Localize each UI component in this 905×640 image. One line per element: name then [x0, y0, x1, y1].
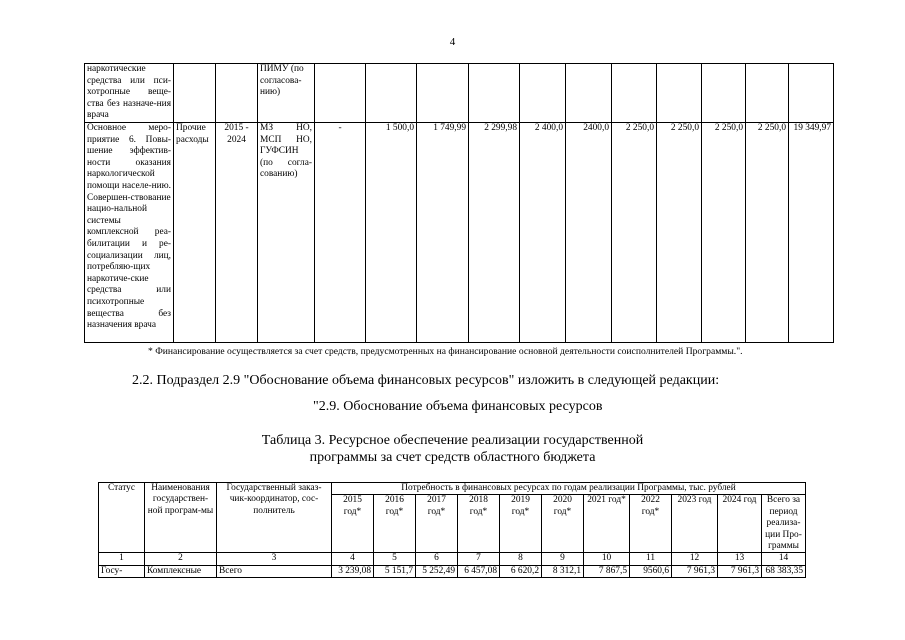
value-cell: 5 151,7 — [374, 565, 416, 577]
value-cell: 2400,0 — [566, 123, 612, 343]
value-cell: 8 312,1 — [542, 565, 584, 577]
year-header: 2018 год* — [458, 495, 500, 553]
column-number: 13 — [718, 553, 762, 565]
column-number: 5 — [374, 553, 416, 565]
column-number: 11 — [630, 553, 672, 565]
period-cell: 2015 - 2024 — [216, 123, 258, 343]
value-cell: 7 961,3 — [718, 565, 762, 577]
total-cell: 19 349,97 — [789, 123, 834, 343]
customer-header: Государственный заказ-чик-координатор, сос-полнитель — [217, 483, 332, 553]
section-heading: 2.2. Подраздел 2.9 "Обоснование объема финансовых ресурсов" изложить в следующей редакции: — [132, 373, 720, 388]
need-header: Потребность в финансовых ресурсах по годам реализации Программы, тыс. рублей — [332, 483, 806, 495]
executor-cell: ПИМУ (по согласова-нию) — [258, 64, 315, 123]
value-cell: 3 239,08 — [332, 565, 374, 577]
status-cell: Госу- — [99, 565, 145, 577]
column-number: 4 — [332, 553, 374, 565]
status-header: Статус — [99, 483, 145, 553]
page-number: 4 — [449, 36, 456, 48]
value-cell: 2 250,0 — [702, 123, 746, 343]
value-cell: 5 252,49 — [416, 565, 458, 577]
table-title: Таблица 3. Ресурсное обеспечение реализации государственной программы за счет средств областного бюджета — [261, 433, 644, 465]
column-number: 6 — [416, 553, 458, 565]
value-cell: - — [315, 123, 366, 343]
value-cell: 7 867,5 — [584, 565, 630, 577]
value-cell: 2 250,0 — [657, 123, 702, 343]
column-number-row — [99, 553, 806, 565]
executor-cell: МЗ НО, МСП НО, ГУФСИН (по согла-сованию) — [258, 123, 315, 343]
footnote: * Финансирование осуществляется за счет средств, предусмотренных на финансирование основной деятельности соисполнителей Программы.". — [148, 346, 743, 357]
customer-cell: Всего — [217, 565, 332, 577]
value-cell: 9560,6 — [630, 565, 672, 577]
value-cell: 6 620,2 — [500, 565, 542, 577]
expense-type-cell: Прочие расходы — [174, 123, 216, 343]
year-header: 2022 год* — [630, 495, 672, 553]
table-row — [99, 565, 806, 577]
column-number: 3 — [217, 553, 332, 565]
program-name-cell: Комплексные — [145, 565, 217, 577]
value-cell: 6 457,08 — [458, 565, 500, 577]
year-header: 2024 год — [718, 495, 762, 553]
subsection-heading: "2.9. Обоснование объема финансовых ресурсов — [313, 399, 603, 414]
year-header: 2019 год* — [500, 495, 542, 553]
value-cell: 7 961,3 — [672, 565, 718, 577]
value-cell: 1 500,0 — [366, 123, 417, 343]
year-header: 2016 год* — [374, 495, 416, 553]
value-cell: 1 749,99 — [417, 123, 469, 343]
program-activities-table — [84, 63, 834, 343]
column-number: 12 — [672, 553, 718, 565]
activity-name-cell: Основное меро-приятие 6. Повы-шение эффектив-ности оказания наркологической помощи населе-нию. Совершен-ствование нацио-нальной системы комплексной реа-билитации и ре-социализации лиц, потребляю-щих наркотиче-ские средства или психотропные вещества без назначения врача — [85, 123, 174, 343]
column-number: 14 — [762, 553, 806, 565]
value-cell: 2 299,98 — [469, 123, 520, 343]
year-header: 2017 год* — [416, 495, 458, 553]
total-cell: 68 383,35 — [762, 565, 806, 577]
activity-name-cell: наркотические средства или пси-хотропные веще-ства без назначе-ния врача — [85, 64, 174, 123]
table-row — [85, 64, 834, 123]
value-cell: 2 400,0 — [520, 123, 566, 343]
resource-table — [98, 482, 806, 578]
name-header: Наименования государствен-ной програм-мы — [145, 483, 217, 553]
value-cell: 2 250,0 — [746, 123, 789, 343]
column-number: 7 — [458, 553, 500, 565]
column-number: 10 — [584, 553, 630, 565]
value-cell: 2 250,0 — [612, 123, 657, 343]
total-header: Всего за период реализа-ции Про-граммы — [762, 495, 806, 553]
year-header: 2021 год* — [584, 495, 630, 553]
year-header: 2020 год* — [542, 495, 584, 553]
column-number: 1 — [99, 553, 145, 565]
column-number: 8 — [500, 553, 542, 565]
header-row — [99, 483, 806, 495]
year-header: 2023 год — [672, 495, 718, 553]
table-row — [85, 123, 834, 343]
column-number: 2 — [145, 553, 217, 565]
year-header: 2015 год* — [332, 495, 374, 553]
column-number: 9 — [542, 553, 584, 565]
